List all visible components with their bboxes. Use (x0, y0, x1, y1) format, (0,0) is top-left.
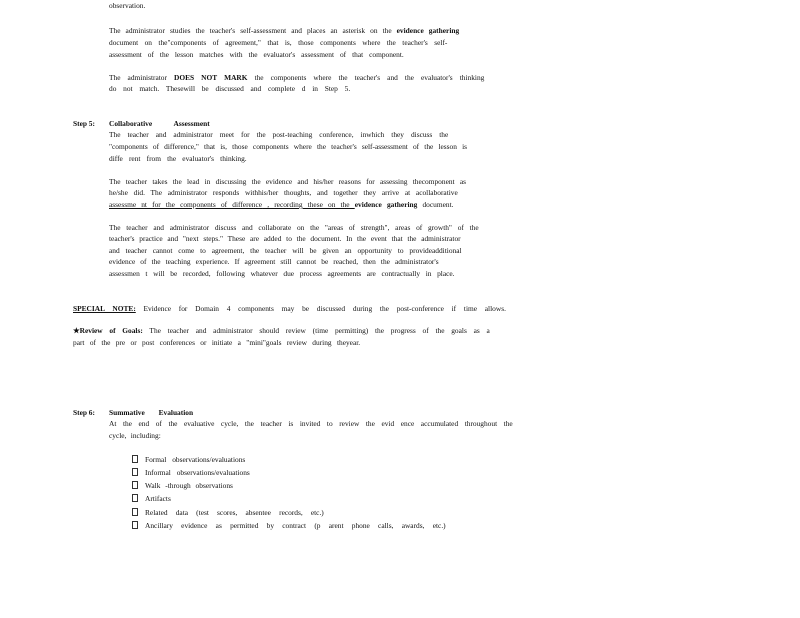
list-item-label: Walk -through observations (145, 481, 233, 490)
bullet-icon (132, 494, 138, 502)
top-p1-line2: document on the"components of agreement," that is, those components where the teacher's self- (109, 38, 448, 47)
step5-title: Collaborative Assessment (109, 119, 210, 128)
special-note-text: Evidence for Domain 4 components may be discussed during the post-conference if time allows. (135, 304, 506, 313)
list-item (132, 494, 171, 503)
bullet-icon (132, 468, 138, 476)
list-item (132, 521, 446, 530)
special-note-label: SPECIAL NOTE: (73, 304, 136, 313)
top-p2-text-c: the components where the teacher's and the evaluator's thinking (247, 73, 485, 82)
step6-label: Step 6: (73, 408, 95, 417)
top-p1-line1 (109, 26, 459, 35)
bullet-icon (132, 508, 138, 516)
step5-p3-line1: The teacher and administrator discuss and collaborate on the "areas of strength", areas of growth" of the (109, 223, 479, 232)
step5-p2-line3 (109, 200, 453, 209)
components-of-difference-term: assessme nt for the components of difference (109, 200, 263, 209)
document-word: document. (417, 200, 454, 209)
top-p2-line2: do not match. Thesewill be discussed and complete d in Step 5. (109, 84, 351, 93)
list-item (132, 468, 250, 477)
list-item-label: Related data (test scores, absentee records, etc.) (145, 508, 324, 517)
step5-p3-line3: and teacher cannot come to agreement, the teacher will be given an opportunity to provideadditional (109, 246, 462, 255)
step5-p1-line1: The teacher and administrator meet for the post-teaching conference, inwhich they discuss the (109, 130, 449, 139)
step5-p2-line2: he/she did. The administrator responds withhis/her thoughts, and together they arrive at acollaborative (109, 188, 458, 197)
step5-p3-line4: evidence of the teaching experience. If agreement still cannot be reached, then the administrator's (109, 257, 439, 266)
list-item-label: Formal observations/evaluations (145, 455, 246, 464)
list-item (132, 481, 233, 490)
step5-p2-line1: The teacher takes the lead in discussing the evidence and his/her reasons for assessing thecomponent as (109, 177, 466, 186)
list-item (132, 508, 324, 517)
bullet-icon (132, 481, 138, 489)
top-p2-text-a: The administrator (109, 73, 174, 82)
bullet-icon (132, 455, 138, 463)
does-not-mark-term: DOES NOT MARK (174, 73, 248, 82)
step5-label: Step 5: (73, 119, 95, 128)
review-goals-label: Review of Goals: (79, 326, 143, 335)
step5-p3-line5: assessmen t will be recorded, following whatever due process agreements are contractually in place. (109, 269, 455, 278)
top-p1-line3: assessment of the lesson matches with the evaluator's assessment of that component. (109, 50, 404, 59)
step5-p1-line3: diffe rent from the evaluator's thinking. (109, 154, 247, 163)
review-goals-line2: part of the pre or post conferences or initiate a "mini"goals review during theyear. (73, 338, 361, 347)
top-p1-text: The administrator studies the teacher's self-assessment and places an asterisk on the (109, 26, 397, 35)
list-item-label: Ancillary evidence as permitted by contract (p arent phone calls, awards, etc.) (145, 521, 446, 530)
top-p2-line1 (109, 73, 484, 82)
star-icon: ★ (73, 326, 80, 335)
review-goals-line1 (73, 326, 490, 335)
evidence-gathering-term: evidence gathering (396, 26, 460, 35)
list-item (132, 455, 245, 464)
top-observation-line: observation. (109, 1, 146, 10)
list-item-label: Artifacts (145, 494, 171, 503)
special-note (73, 304, 506, 313)
step6-line2: cycle, including: (109, 431, 161, 440)
list-item-label: Informal observations/evaluations (145, 468, 250, 477)
bullet-icon (132, 521, 138, 529)
review-goals-text: The teacher and administrator should review (time permitting) the progress of the goals as a (142, 326, 490, 335)
step5-p3-line2: teacher's practice and "next steps." These are added to the document. In the event that the administrator (109, 234, 461, 243)
evidence-gathering-term-2: evidence gathering (354, 200, 418, 209)
underline-gap: , recording these on the (262, 200, 355, 209)
step5-p1-line2: "components of difference," that is, those components where the teacher's self-assessment of the lesson is (109, 142, 467, 151)
step6-title: Summative Evaluation (109, 408, 194, 417)
step6-line1: At the end of the evaluative cycle, the teacher is invited to review the evid ence accumulated throughout the (109, 419, 513, 428)
